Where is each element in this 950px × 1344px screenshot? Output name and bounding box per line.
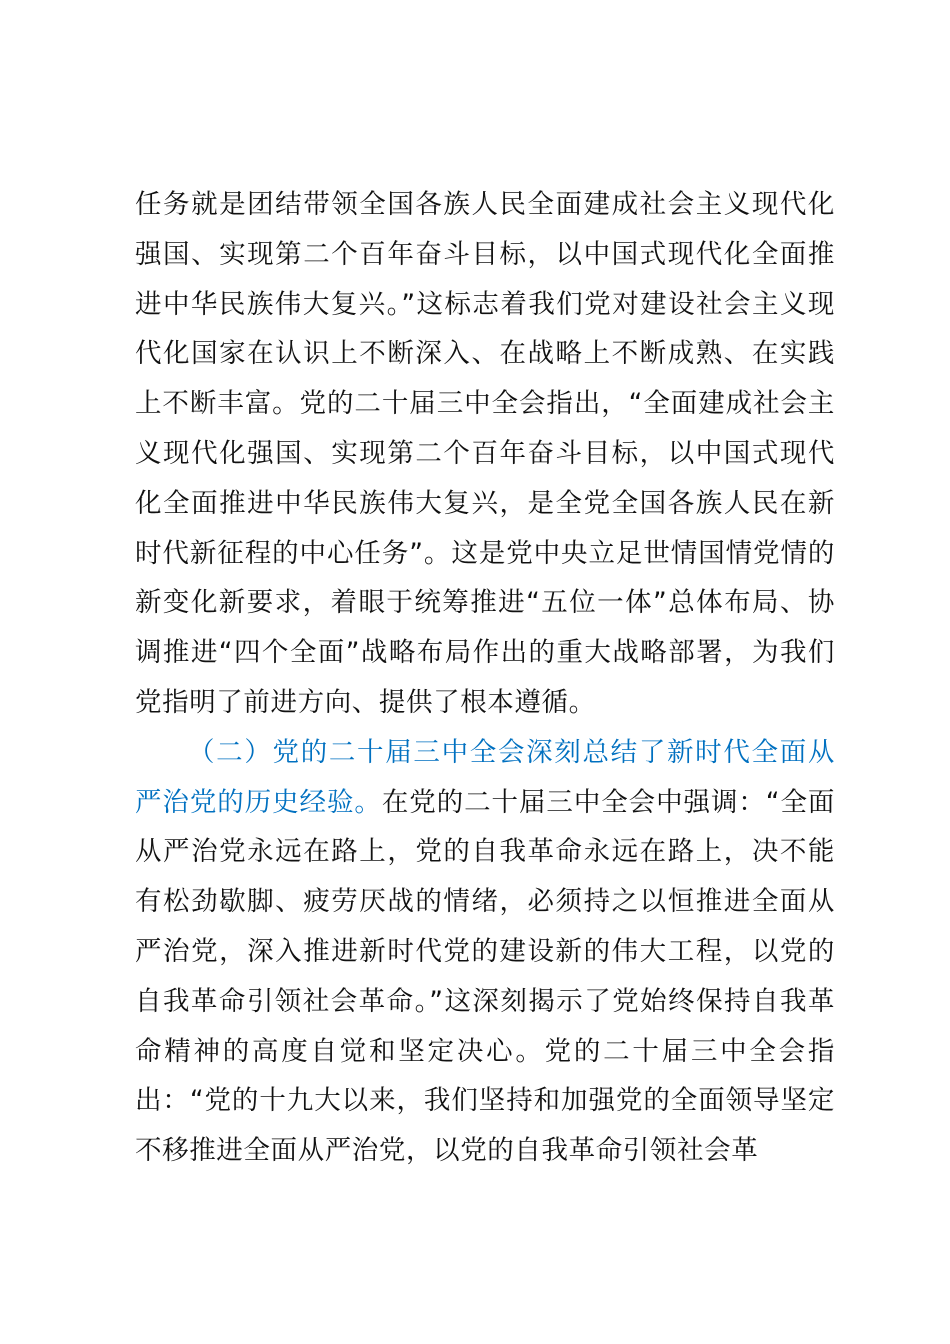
paragraph: 任务就是团结带领全国各族人民全面建成社会主义现代化强国、实现第二个百年奋斗目标，以中国式现代化全面推进中华民族伟大复兴。”这标志着我们党对建设社会主义现代化国家在认识上不断深入、在战略上不断成熟、在实践上不断丰富。党的二十届三中全会指出，“全面建成社会主义现代化强国、实现第二个百年奋斗目标，以中国式现代化全面推进中华民族伟大复兴，是全党全国各族人民在新时代新征程的中心任务”。这是党中央立足世情国情党情的新变化新要求，着眼于统筹推进“五位一体”总体布局、协调推进“四个全面”战略布局作出的重大战略部署，为我们党指明了前进方向、提供了根本遵循。: [135, 189, 835, 718]
paragraph: [135, 728, 835, 1176]
document-body: [135, 180, 835, 1176]
paragraph-body: 在党的二十届三中全会中强调：“全面从严治党永远在路上，党的自我革命永远在路上，决不能有松劲歇脚、疲劳厌战的情绪，必须持之以恒推进全面从严治党，深入推进新时代党的建设新的伟大工程，以党的自我革命引领社会革命。”这深刻揭示了党始终保持自我革命精神的高度自觉和坚定决心。党的二十届三中全会指出：“党的十九大以来，我们坚持和加强党的全面领导坚定不移推进全面从严治党，以党的自我革命引领社会革: [135, 786, 835, 1167]
section-heading: （二）党的二十届三中全会深刻总结了新时代全面从严治党的历史经验。: [135, 736, 835, 818]
